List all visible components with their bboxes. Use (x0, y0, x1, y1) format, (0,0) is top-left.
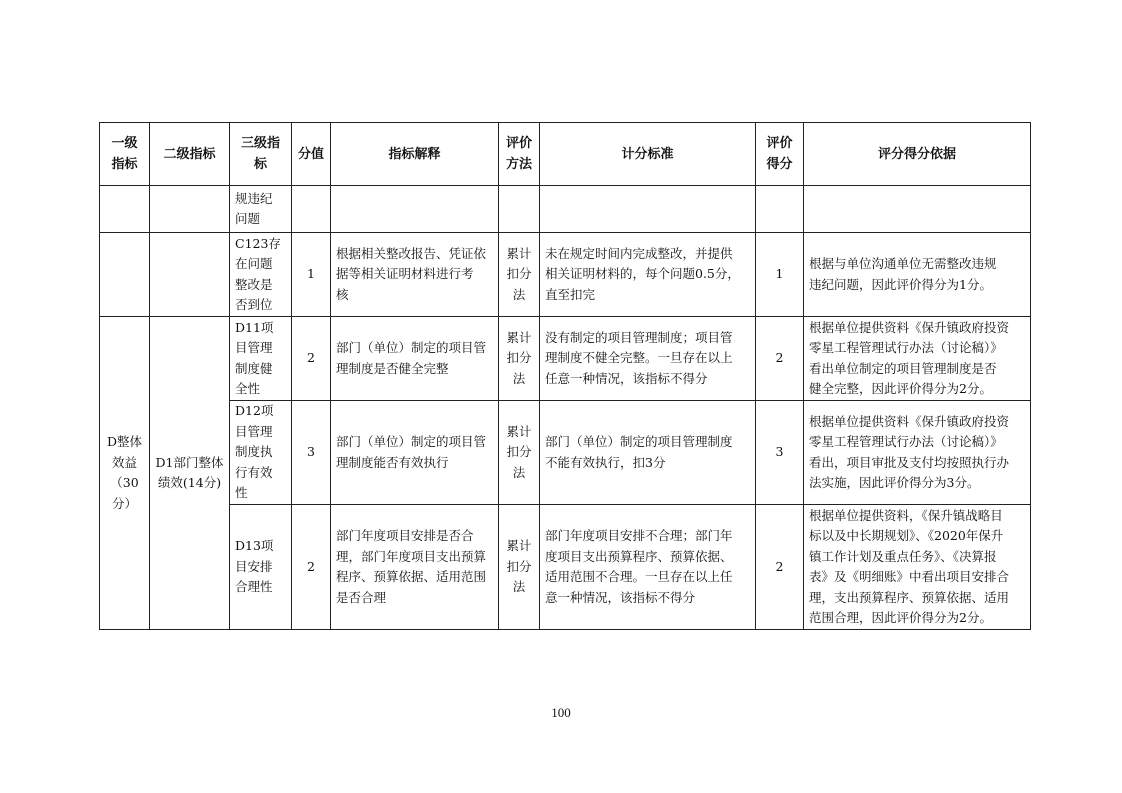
explanation-cell: 部门年度项目安排是否合 理，部门年度项目支出预算 程序、预算依据、适用范围 是否合理 (331, 505, 499, 630)
header-score: 分值 (292, 123, 331, 186)
header-eval-score: 评价 得分 (756, 123, 804, 186)
eval-score-cell: 2 (756, 505, 804, 630)
basis-cell: 根据与单位沟通单位无需整改违规 违纪问题，因此评价得分为1分。 (804, 233, 1031, 317)
header-level1: 一级 指标 (100, 123, 150, 186)
score-cell (292, 186, 331, 233)
header-row (100, 123, 1031, 186)
explanation-cell: 部门（单位）制定的项目管 理制度能否有效执行 (331, 401, 499, 505)
level2-cell (150, 233, 230, 317)
explanation-cell (331, 186, 499, 233)
table-row (100, 233, 1031, 317)
criteria-cell: 部门年度项目安排不合理；部门年 度项目支出预算程序、预算依据、 适用范围不合理。一旦存在以上任 意一种情况，该指标不得分 (540, 505, 756, 630)
basis-cell: 根据单位提供资料《保升镇政府投资 零星工程管理试行办法（讨论稿）》 看出，项目审批及支付均按照执行办 法实施，因此评价得分为3分。 (804, 401, 1031, 505)
header-level2: 二级指标 (150, 123, 230, 186)
basis-cell (804, 186, 1031, 233)
evaluation-table (99, 122, 1031, 630)
table-row (100, 505, 1031, 630)
page-number: 100 (551, 705, 571, 720)
method-cell: 累计 扣分 法 (499, 317, 540, 401)
criteria-cell: 没有制定的项目管理制度；项目管 理制度不健全完整。一旦存在以上 任意一种情况，该指标不得分 (540, 317, 756, 401)
eval-score-cell: 1 (756, 233, 804, 317)
method-cell: 累计 扣分 法 (499, 233, 540, 317)
score-cell: 2 (292, 505, 331, 630)
level3-cell: 规违纪 问题 (230, 186, 292, 233)
header-method: 评价 方法 (499, 123, 540, 186)
explanation-cell: 根据相关整改报告、凭证依 据等相关证明材料进行考 核 (331, 233, 499, 317)
header-criteria: 计分标准 (540, 123, 756, 186)
method-cell: 累计 扣分 法 (499, 401, 540, 505)
level2-cell (150, 186, 230, 233)
level3-cell: D13项 目安排 合理性 (230, 505, 292, 630)
score-cell: 1 (292, 233, 331, 317)
level3-cell: C123存 在问题 整改是 否到位 (230, 233, 292, 317)
table-row (100, 401, 1031, 505)
header-explanation: 指标解释 (331, 123, 499, 186)
header-level3: 三级指 标 (230, 123, 292, 186)
level2-group-cell: D1部门整体 绩效(14分) (150, 317, 230, 630)
level1-cell (100, 233, 150, 317)
table-row (100, 317, 1031, 401)
table-row (100, 186, 1031, 233)
criteria-cell: 部门（单位）制定的项目管理制度 不能有效执行，扣3分 (540, 401, 756, 505)
score-cell: 2 (292, 317, 331, 401)
explanation-cell: 部门（单位）制定的项目管 理制度是否健全完整 (331, 317, 499, 401)
level3-cell: D11项 目管理 制度健 全性 (230, 317, 292, 401)
level1-group-cell: D整体 效益 （30 分） (100, 317, 150, 630)
level1-cell (100, 186, 150, 233)
eval-score-cell (756, 186, 804, 233)
score-cell: 3 (292, 401, 331, 505)
method-cell (499, 186, 540, 233)
header-basis: 评分得分依据 (804, 123, 1031, 186)
eval-score-cell: 2 (756, 317, 804, 401)
method-cell: 累计 扣分 法 (499, 505, 540, 630)
basis-cell: 根据单位提供资料《保升镇政府投资 零星工程管理试行办法（讨论稿）》 看出单位制定的项目管理制度是否 健全完整，因此评价得分为2分。 (804, 317, 1031, 401)
criteria-cell (540, 186, 756, 233)
level3-cell: D12项 目管理 制度执 行有效 性 (230, 401, 292, 505)
criteria-cell: 未在规定时间内完成整改，并提供 相关证明材料的，每个问题0.5分， 直至扣完 (540, 233, 756, 317)
eval-score-cell: 3 (756, 401, 804, 505)
basis-cell: 根据单位提供资料，《保升镇战略目 标以及中长期规划》、《2020年保升 镇工作计划及重点任务》、《决算报 表》及《明细账》中看出项目安排合 理，支出预算程序、预算依据、适用 范围合理，因此评价得分为2分。 (804, 505, 1031, 630)
